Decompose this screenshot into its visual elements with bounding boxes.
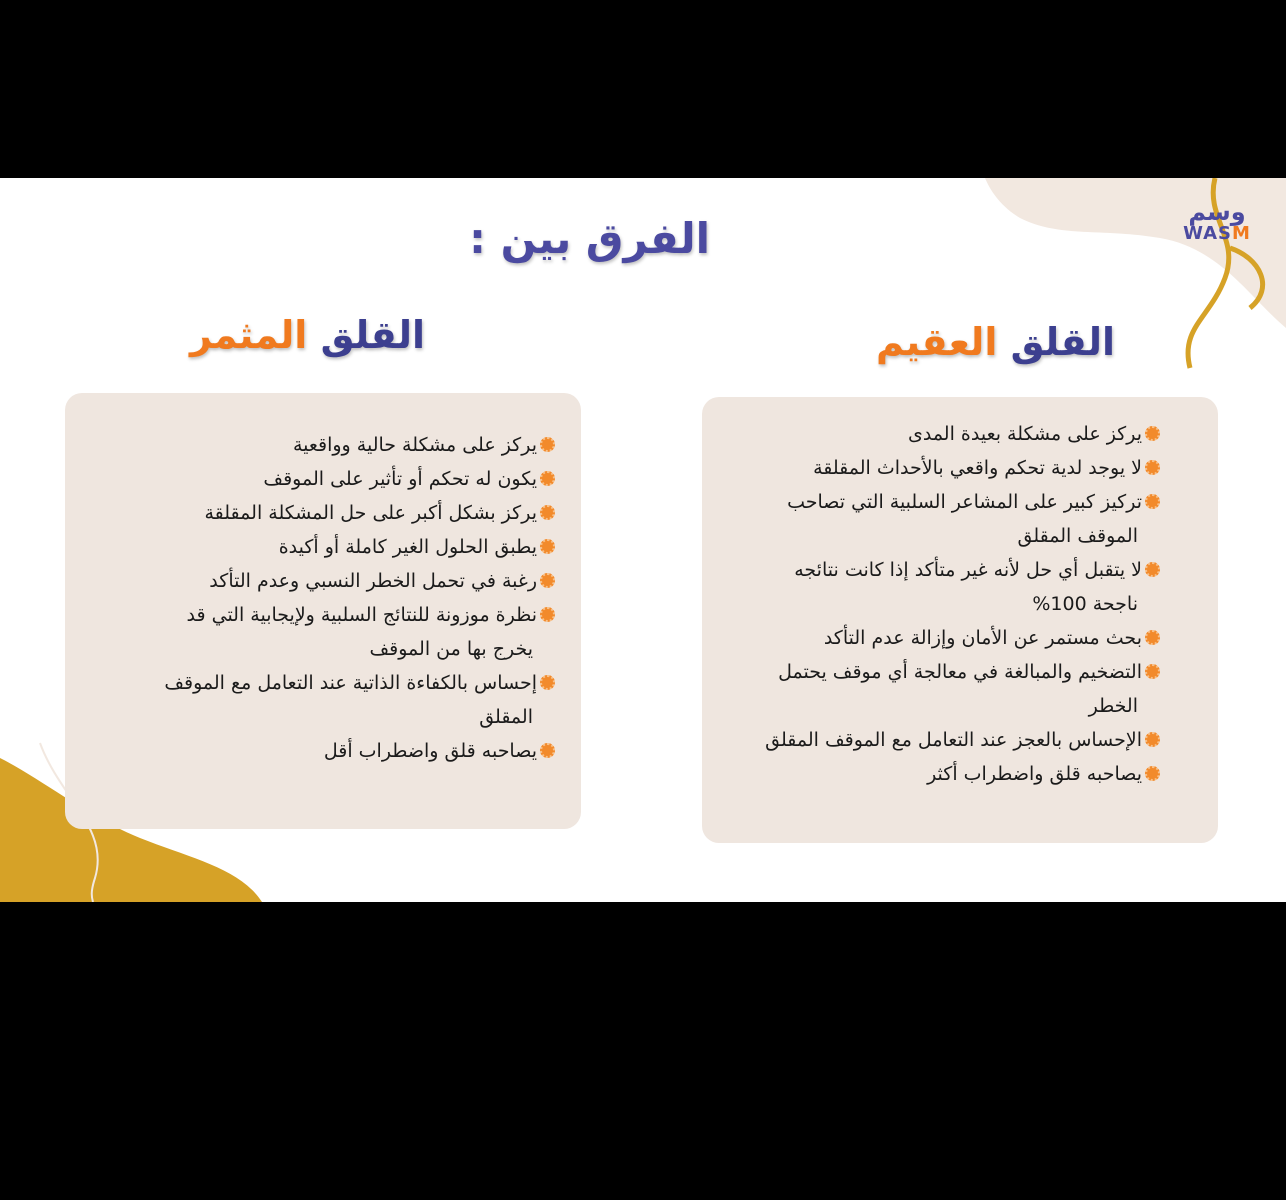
list-item: [725, 485, 1160, 553]
item-text: يطبق الحلول الغير كاملة أو أكيدة: [278, 536, 537, 558]
list-item: [725, 451, 1160, 485]
left-column-title: [150, 313, 425, 357]
item-text: لا يوجد لدية تحكم واقعي بالأحداث المقلقة: [813, 457, 1142, 479]
list-item: [140, 666, 555, 734]
flower-bullet-icon: [1145, 664, 1160, 679]
flower-bullet-icon: [1145, 732, 1160, 747]
item-text-continued: الخطر: [1088, 695, 1138, 717]
slide: [0, 178, 1286, 902]
flower-bullet-icon: [540, 675, 555, 690]
list-item: [725, 621, 1160, 655]
list-item: [140, 462, 555, 496]
item-text: رغبة في تحمل الخطر النسبي وعدم التأكد: [209, 570, 537, 592]
left-title-word2: المثمر: [189, 313, 308, 357]
item-text: التضخيم والمبالغة في معالجة أي موقف يحتمل: [778, 661, 1142, 683]
main-title: الفرق بين :: [469, 214, 710, 263]
wasm-logo: [1172, 200, 1262, 280]
list-item: [140, 428, 555, 462]
list-item: [725, 757, 1160, 791]
list-item: [725, 655, 1160, 723]
left-list: [140, 428, 555, 768]
right-title-word2: العقيم: [875, 320, 998, 364]
left-title-word1: القلق: [320, 313, 425, 357]
item-text-continued: المقلق: [479, 706, 533, 728]
right-column-title: [820, 320, 1115, 364]
flower-bullet-icon: [1145, 630, 1160, 645]
item-text: يصاحبه قلق واضطراب أكثر: [927, 763, 1142, 785]
flower-bullet-icon: [1145, 766, 1160, 781]
item-text: يركز على مشكلة بعيدة المدى: [907, 423, 1142, 445]
list-item: [725, 553, 1160, 621]
list-item: [140, 734, 555, 768]
item-text: يركز بشكل أكبر على حل المشكلة المقلقة: [204, 502, 537, 524]
item-text: إحساس بالكفاءة الذاتية عند التعامل مع الموقف: [164, 672, 537, 694]
flower-bullet-icon: [540, 573, 555, 588]
item-text: يصاحبه قلق واضطراب أقل: [323, 740, 537, 762]
logo-arabic-text: وسم: [1188, 198, 1246, 226]
item-text: يركز على مشكلة حالية وواقعية: [292, 434, 537, 456]
item-text: بحث مستمر عن الأمان وإزالة عدم التأكد: [823, 627, 1142, 649]
list-item: [725, 417, 1160, 451]
item-text: لا يتقبل أي حل لأنه غير متأكد إذا كانت نتائجه: [794, 559, 1142, 581]
flower-bullet-icon: [540, 437, 555, 452]
flower-bullet-icon: [1145, 460, 1160, 475]
item-text: تركيز كبير على المشاعر السلبية التي تصاحب: [787, 491, 1142, 513]
right-title-word1: القلق: [1010, 320, 1115, 364]
list-item: [140, 496, 555, 530]
item-text-continued: الموقف المقلق: [1017, 525, 1138, 547]
item-text-continued: ناجحة 100%: [1032, 593, 1138, 615]
flower-bullet-icon: [1145, 494, 1160, 509]
flower-bullet-icon: [540, 539, 555, 554]
flower-bullet-icon: [1145, 562, 1160, 577]
flower-bullet-icon: [540, 607, 555, 622]
flower-bullet-icon: [1145, 426, 1160, 441]
flower-bullet-icon: [540, 743, 555, 758]
list-item: [140, 598, 555, 666]
item-text: الإحساس بالعجز عند التعامل مع الموقف المقلق: [765, 729, 1142, 751]
list-item: [725, 723, 1160, 757]
logo-english-accent: M: [1232, 223, 1251, 244]
list-item: [140, 530, 555, 564]
logo-english-main: WAS: [1183, 223, 1233, 244]
logo-english-text: [1172, 224, 1262, 244]
item-text-continued: يخرج بها من الموقف: [369, 638, 533, 660]
flower-bullet-icon: [540, 471, 555, 486]
right-list: [725, 417, 1160, 791]
item-text: نظرة موزونة للنتائج السلبية ولإيجابية التي قد: [186, 604, 537, 626]
list-item: [140, 564, 555, 598]
item-text: يكون له تحكم أو تأثير على الموقف: [263, 468, 537, 490]
flower-bullet-icon: [540, 505, 555, 520]
